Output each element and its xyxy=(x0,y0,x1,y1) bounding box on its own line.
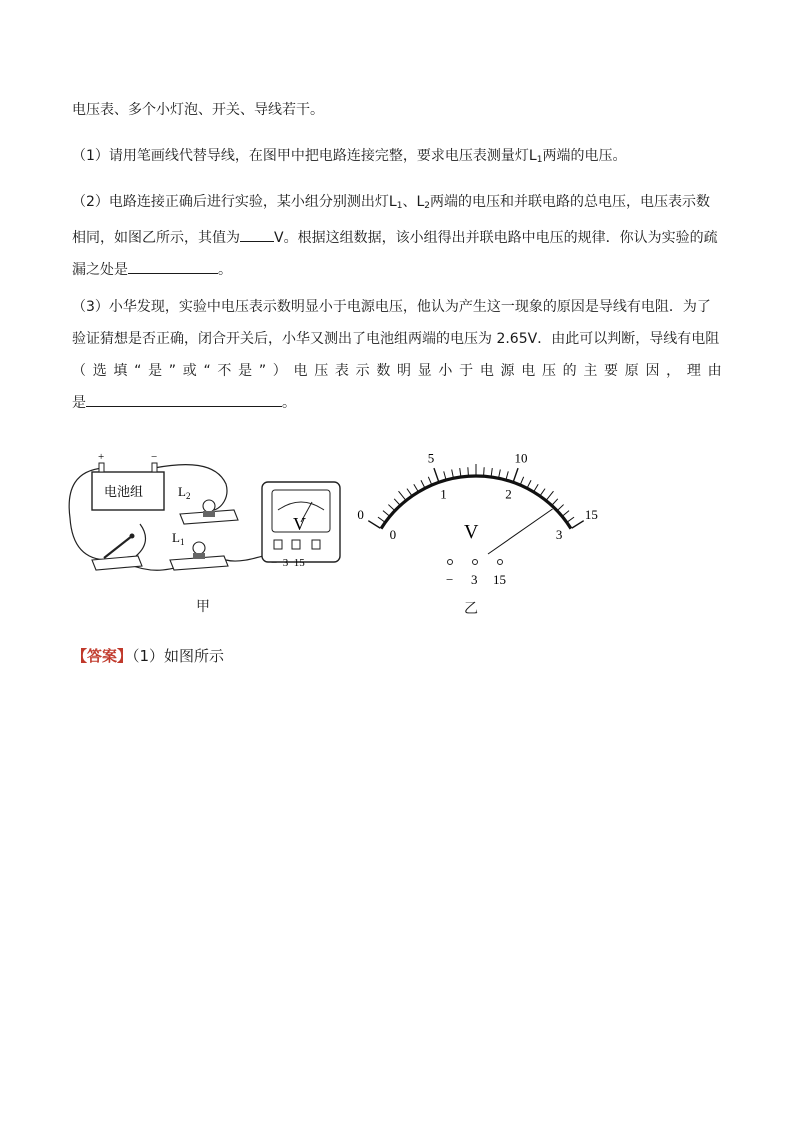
answer-tag: 【答案】 xyxy=(72,647,133,665)
dial-tick xyxy=(383,511,389,516)
q3-text-c: 。 xyxy=(282,395,296,411)
dial-terminal-minus xyxy=(448,560,453,565)
dial-tick xyxy=(378,517,384,522)
q3-spaced-char: 压 xyxy=(314,363,329,379)
q3-justified-line xyxy=(72,355,722,387)
dial-tick xyxy=(399,491,406,500)
dial-tick xyxy=(444,471,446,479)
lamp1-label: $L_1$ xyxy=(172,530,185,547)
q2-lamp1-subscript: 1 xyxy=(396,201,403,211)
dial-tick xyxy=(499,469,501,477)
dial-terminal-minus-label: − xyxy=(446,572,454,587)
dial-tick xyxy=(540,489,545,496)
q1-text-a: （1）请用笔画线代替导线，在图甲中把电路连接完整，要求电压表测量灯 xyxy=(72,148,529,164)
q3-spaced-char: “ xyxy=(134,363,142,379)
q3-spaced-char: 因 xyxy=(645,363,660,379)
voltmeter-dial-figure xyxy=(357,436,598,596)
q3-spaced-char: “ xyxy=(203,363,211,379)
dial-inner-label: 2 xyxy=(505,486,512,502)
q3-spaced-char: ， xyxy=(666,363,681,379)
q3-spaced-char: 电 xyxy=(479,363,494,379)
q2-separator: 、 xyxy=(402,194,417,210)
wire-battery-to-lamp2 xyxy=(154,465,227,510)
dial-outer-label: 0 xyxy=(357,506,364,522)
battery-plus-sign: + xyxy=(98,451,105,463)
dial-inner-label: 1 xyxy=(440,486,447,502)
q3-spaced-char: ” xyxy=(168,363,177,379)
q2-text-b: 两端的电压和并联电路的总电压，电压表示数相同，如图乙所示，其值为 xyxy=(72,194,710,246)
dial-tick xyxy=(468,467,469,475)
q3-spaced-char: 数 xyxy=(376,363,391,379)
q2-value-blank[interactable] xyxy=(240,223,274,242)
dial-inner-label: 0 xyxy=(389,527,397,543)
q3-text-a: （3）小华发现，实验中电压表示数明显小于电源电压，他认为产生这一现象的原因是导线有电阻．为了验证猜想是否正确，闭合开关后，小华又测出了电池组两端的电压为 2.65V．由此可以判断，导线有电阻 xyxy=(72,299,720,347)
q3-spaced-char: 是 xyxy=(148,363,163,379)
q2-text-a: （2）电路连接正确后进行实验，某小组分别测出灯 xyxy=(72,194,389,210)
q3-text-b: 是 xyxy=(72,395,86,411)
q3-spaced-char: 不 xyxy=(217,363,232,379)
q3-spaced-char: 明 xyxy=(397,363,412,379)
lamp2-bulb xyxy=(203,500,215,512)
dial-terminal-15 xyxy=(498,560,503,565)
switch-handle xyxy=(130,534,135,539)
answer-text: （1）如图所示 xyxy=(132,647,225,665)
q3-spaced-char: ） xyxy=(272,363,287,379)
battery-neg-post xyxy=(152,463,157,472)
dial-unit: V xyxy=(464,521,479,543)
q3-spaced-char: 电 xyxy=(521,363,536,379)
q3-spaced-char: 要 xyxy=(604,363,619,379)
answer-line xyxy=(72,644,224,668)
dial-needle xyxy=(488,509,553,554)
dial-outer-label: 5 xyxy=(427,450,435,466)
question-1 xyxy=(72,140,722,176)
dial-tick xyxy=(484,467,485,475)
q2-flaw-blank[interactable] xyxy=(128,255,218,274)
dial-tick xyxy=(388,505,394,511)
q3-spaced-char: 的 xyxy=(562,363,577,379)
q3-spaced-char: 由 xyxy=(707,363,722,379)
battery-label: 电池组 xyxy=(104,485,144,500)
lamp2-socket xyxy=(203,511,215,517)
lamp2-label: $L_2$ xyxy=(178,484,191,501)
q1-lamp-letter: L xyxy=(528,148,537,164)
dial-tick xyxy=(394,499,399,505)
q2-text-d: 。 xyxy=(218,262,232,278)
dial-tick xyxy=(521,477,524,484)
dial-tick xyxy=(452,469,454,477)
terminal-3 xyxy=(292,540,300,549)
q1-lamp-subscript: 1 xyxy=(536,155,543,165)
dial-tick xyxy=(527,480,531,487)
dial-tick xyxy=(491,468,492,476)
lamp1-bulb xyxy=(193,542,205,554)
dial-tick xyxy=(460,468,461,476)
terminal-minus xyxy=(274,540,282,549)
dial-terminal-3 xyxy=(473,560,478,565)
switch-base xyxy=(92,556,142,570)
dial-outer-label: 10 xyxy=(514,450,528,466)
dial-tick xyxy=(428,477,431,484)
lamp1-socket xyxy=(193,553,205,559)
q3-spaced-char: 于 xyxy=(459,363,474,379)
q3-spaced-char: 小 xyxy=(438,363,453,379)
q3-spaced-char: 主 xyxy=(583,363,598,379)
circuit-figure xyxy=(66,448,356,588)
switch-blade xyxy=(104,536,132,558)
intro-line: 电压表、多个小灯泡、开关、导线若干。 xyxy=(72,102,324,118)
dial-tick xyxy=(552,499,557,505)
figure-yi-caption: 乙 xyxy=(464,601,478,617)
q3-spaced-char: 示 xyxy=(355,363,370,379)
dial-tick xyxy=(421,480,425,487)
question-3 xyxy=(72,291,722,419)
dial-terminal-15-label: 15 xyxy=(493,572,506,587)
battery-pos-post xyxy=(99,463,104,472)
q3-spaced-char: ” xyxy=(258,363,267,379)
dial-outer-label: 15 xyxy=(584,506,598,522)
dial-tick xyxy=(368,521,380,528)
dial-terminal-3-label: 3 xyxy=(471,572,478,587)
voltmeter-terminal-labels: − 3 15 xyxy=(271,557,305,569)
dial-tick xyxy=(547,491,554,500)
q3-spaced-char: 源 xyxy=(500,363,515,379)
q3-spaced-char: 显 xyxy=(417,363,432,379)
figure-jia-caption: 甲 xyxy=(196,599,210,615)
q2-lamp2-subscript: 2 xyxy=(424,201,430,211)
q1-text-b: 两端的电压。 xyxy=(542,148,627,164)
q3-last-line xyxy=(72,387,722,419)
q3-spaced-char: 填 xyxy=(113,363,128,379)
question-2 xyxy=(72,186,722,286)
q3-spaced-char: （ xyxy=(72,363,86,379)
dial-tick xyxy=(534,484,538,491)
q2-lamp2-letter: L xyxy=(416,194,425,210)
wire-switch-to-lamp1 xyxy=(136,524,146,556)
q3-spaced-char: 原 xyxy=(624,363,639,379)
q3-spaced-char: 选 xyxy=(92,363,107,379)
dial-tick xyxy=(506,471,508,479)
dial-tick xyxy=(563,511,569,516)
dial-tick xyxy=(558,505,564,511)
dial-tick xyxy=(568,517,574,522)
q3-spaced-char: 电 xyxy=(293,363,308,379)
q2-text-c: V。根据这组数据，该小组得出并联电路中电压的规律．你认为实验的疏漏之处是 xyxy=(72,230,718,278)
q3-spaced-char: 压 xyxy=(541,363,556,379)
q3-spaced-char: 或 xyxy=(182,363,197,379)
dial-inner-label: 3 xyxy=(555,527,563,543)
battery-minus-sign: − xyxy=(151,451,158,463)
q3-spaced-char: 是 xyxy=(238,363,253,379)
q2-lamp1-letter: L xyxy=(388,194,397,210)
dial-tick xyxy=(572,521,584,528)
q3-spaced-char: 表 xyxy=(334,363,349,379)
q3-spaced-char: 理 xyxy=(686,363,701,379)
q3-reason-blank[interactable] xyxy=(86,388,282,407)
dial-tick xyxy=(513,468,518,481)
terminal-15 xyxy=(312,540,320,549)
dial-tick xyxy=(407,489,412,496)
dial-tick xyxy=(414,484,418,491)
dial-tick xyxy=(434,468,439,481)
voltmeter-symbol: V xyxy=(293,514,306,534)
